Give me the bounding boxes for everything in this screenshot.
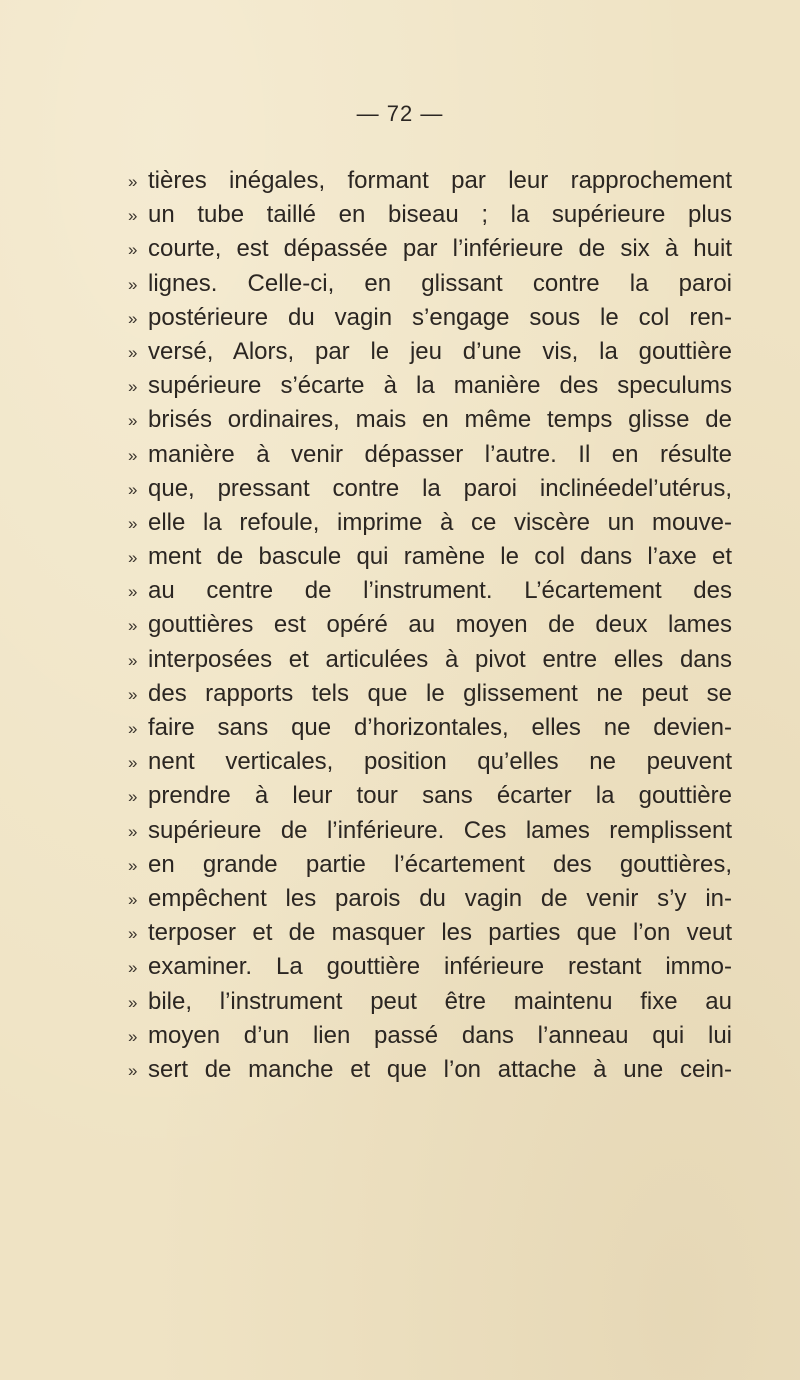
text-line	[128, 916, 732, 950]
quote-mark: »	[128, 513, 138, 533]
quote-mark: »	[128, 889, 138, 909]
text-line	[128, 677, 732, 711]
quote-mark: »	[128, 1060, 138, 1080]
line-text: nent verticales, position qu’elles ne peuvent	[148, 748, 732, 776]
quote-mark: »	[128, 924, 138, 944]
quote-mark: »	[128, 308, 138, 328]
line-text: que, pressant contre la paroi inclinéedel’utérus,	[148, 474, 732, 502]
text-line	[128, 164, 732, 198]
quote-mark: »	[128, 240, 138, 260]
line-text: elle la refoule, imprime à ce viscère un mouve-	[148, 508, 732, 536]
text-line	[128, 403, 732, 437]
quote-mark: »	[128, 342, 138, 362]
quote-mark: »	[128, 719, 138, 738]
line-text: supérieure s’écarte à la manière des speculums	[148, 372, 732, 400]
text-line	[128, 848, 732, 882]
quote-mark: »	[128, 411, 138, 431]
text-line	[128, 301, 732, 335]
text-line	[128, 472, 732, 506]
quote-mark: »	[128, 684, 138, 704]
text-line	[128, 335, 732, 369]
line-text: tières inégales, formant par leur rapprochement	[148, 167, 732, 194]
text-line	[128, 438, 732, 472]
line-text: au centre de l’instrument. L’écartement des	[148, 577, 732, 605]
quote-mark: »	[128, 821, 138, 841]
line-text: manière à venir dépasser l’autre. Il en résulte	[148, 440, 732, 468]
quote-mark: »	[128, 958, 138, 978]
line-text: faire sans que d’horizontales, elles ne devien-	[148, 714, 732, 741]
text-line	[128, 950, 732, 984]
quote-mark: »	[128, 274, 138, 294]
line-text: moyen d’un lien passé dans l’anneau qui lui	[148, 1021, 732, 1049]
text-line	[128, 574, 732, 608]
text-line	[128, 506, 732, 540]
line-text: sert de manche et que l’on attache à une cein-	[148, 1055, 732, 1083]
quote-mark: »	[128, 650, 138, 670]
line-text: postérieure du vagin s’engage sous le col ren-	[148, 303, 732, 331]
text-line	[128, 1019, 732, 1053]
body-text	[128, 164, 748, 1087]
line-text: en grande partie l’écartement des gouttières,	[148, 850, 732, 878]
line-text: examiner. La gouttière inférieure restant immo-	[148, 953, 732, 981]
line-text: ment de bascule qui ramène le col dans l’axe et	[148, 543, 732, 571]
quote-mark: »	[128, 855, 138, 875]
text-line	[128, 198, 732, 232]
text-line	[128, 267, 732, 301]
page-number: — 72 —	[356, 101, 444, 126]
text-line	[128, 608, 732, 642]
line-text: gouttières est opéré au moyen de deux lames	[148, 611, 732, 639]
line-text: empêchent les parois du vagin de venir s’y in-	[148, 884, 732, 912]
quote-mark: »	[128, 753, 138, 773]
quote-mark: »	[128, 1026, 138, 1046]
text-line	[128, 232, 732, 266]
quote-mark: »	[128, 582, 138, 602]
line-text: courte, est dépassée par l’inférieure de six à huit	[148, 235, 732, 263]
text-line	[128, 643, 732, 677]
quote-mark: »	[128, 548, 138, 568]
text-line	[128, 882, 732, 916]
quote-mark: »	[128, 377, 138, 397]
line-text: terposer et de masquer les parties que l’on veut	[148, 919, 732, 947]
text-line	[128, 540, 732, 574]
line-text: prendre à leur tour sans écarter la gouttière	[148, 782, 732, 810]
line-text: versé, Alors, par le jeu d’une vis, la gouttière	[148, 337, 732, 365]
line-text: lignes. Celle-ci, en glissant contre la paroi	[148, 269, 732, 297]
text-line	[128, 985, 732, 1019]
line-text: interposées et articulées à pivot entre elles dans	[148, 645, 732, 673]
text-line	[128, 711, 732, 745]
quote-mark: »	[128, 206, 138, 226]
line-text: des rapports tels que le glissement ne peut se	[148, 679, 732, 707]
quote-mark: »	[128, 992, 138, 1012]
quote-mark: »	[128, 445, 138, 465]
line-text: brisés ordinaires, mais en même temps glisse de	[148, 406, 732, 434]
text-line	[128, 745, 732, 779]
quote-mark: »	[128, 479, 138, 499]
text-line	[128, 1053, 732, 1087]
text-line	[128, 369, 732, 403]
line-text: bile, l’instrument peut être maintenu fixe au	[148, 987, 732, 1015]
quote-mark: »	[128, 172, 138, 191]
text-line	[128, 814, 732, 848]
line-text: un tube taillé en biseau ; la supérieure plus	[148, 201, 732, 229]
line-text: supérieure de l’inférieure. Ces lames remplissent	[148, 816, 732, 844]
quote-mark: »	[128, 787, 138, 807]
quote-mark: »	[128, 616, 138, 636]
text-line	[128, 779, 732, 813]
